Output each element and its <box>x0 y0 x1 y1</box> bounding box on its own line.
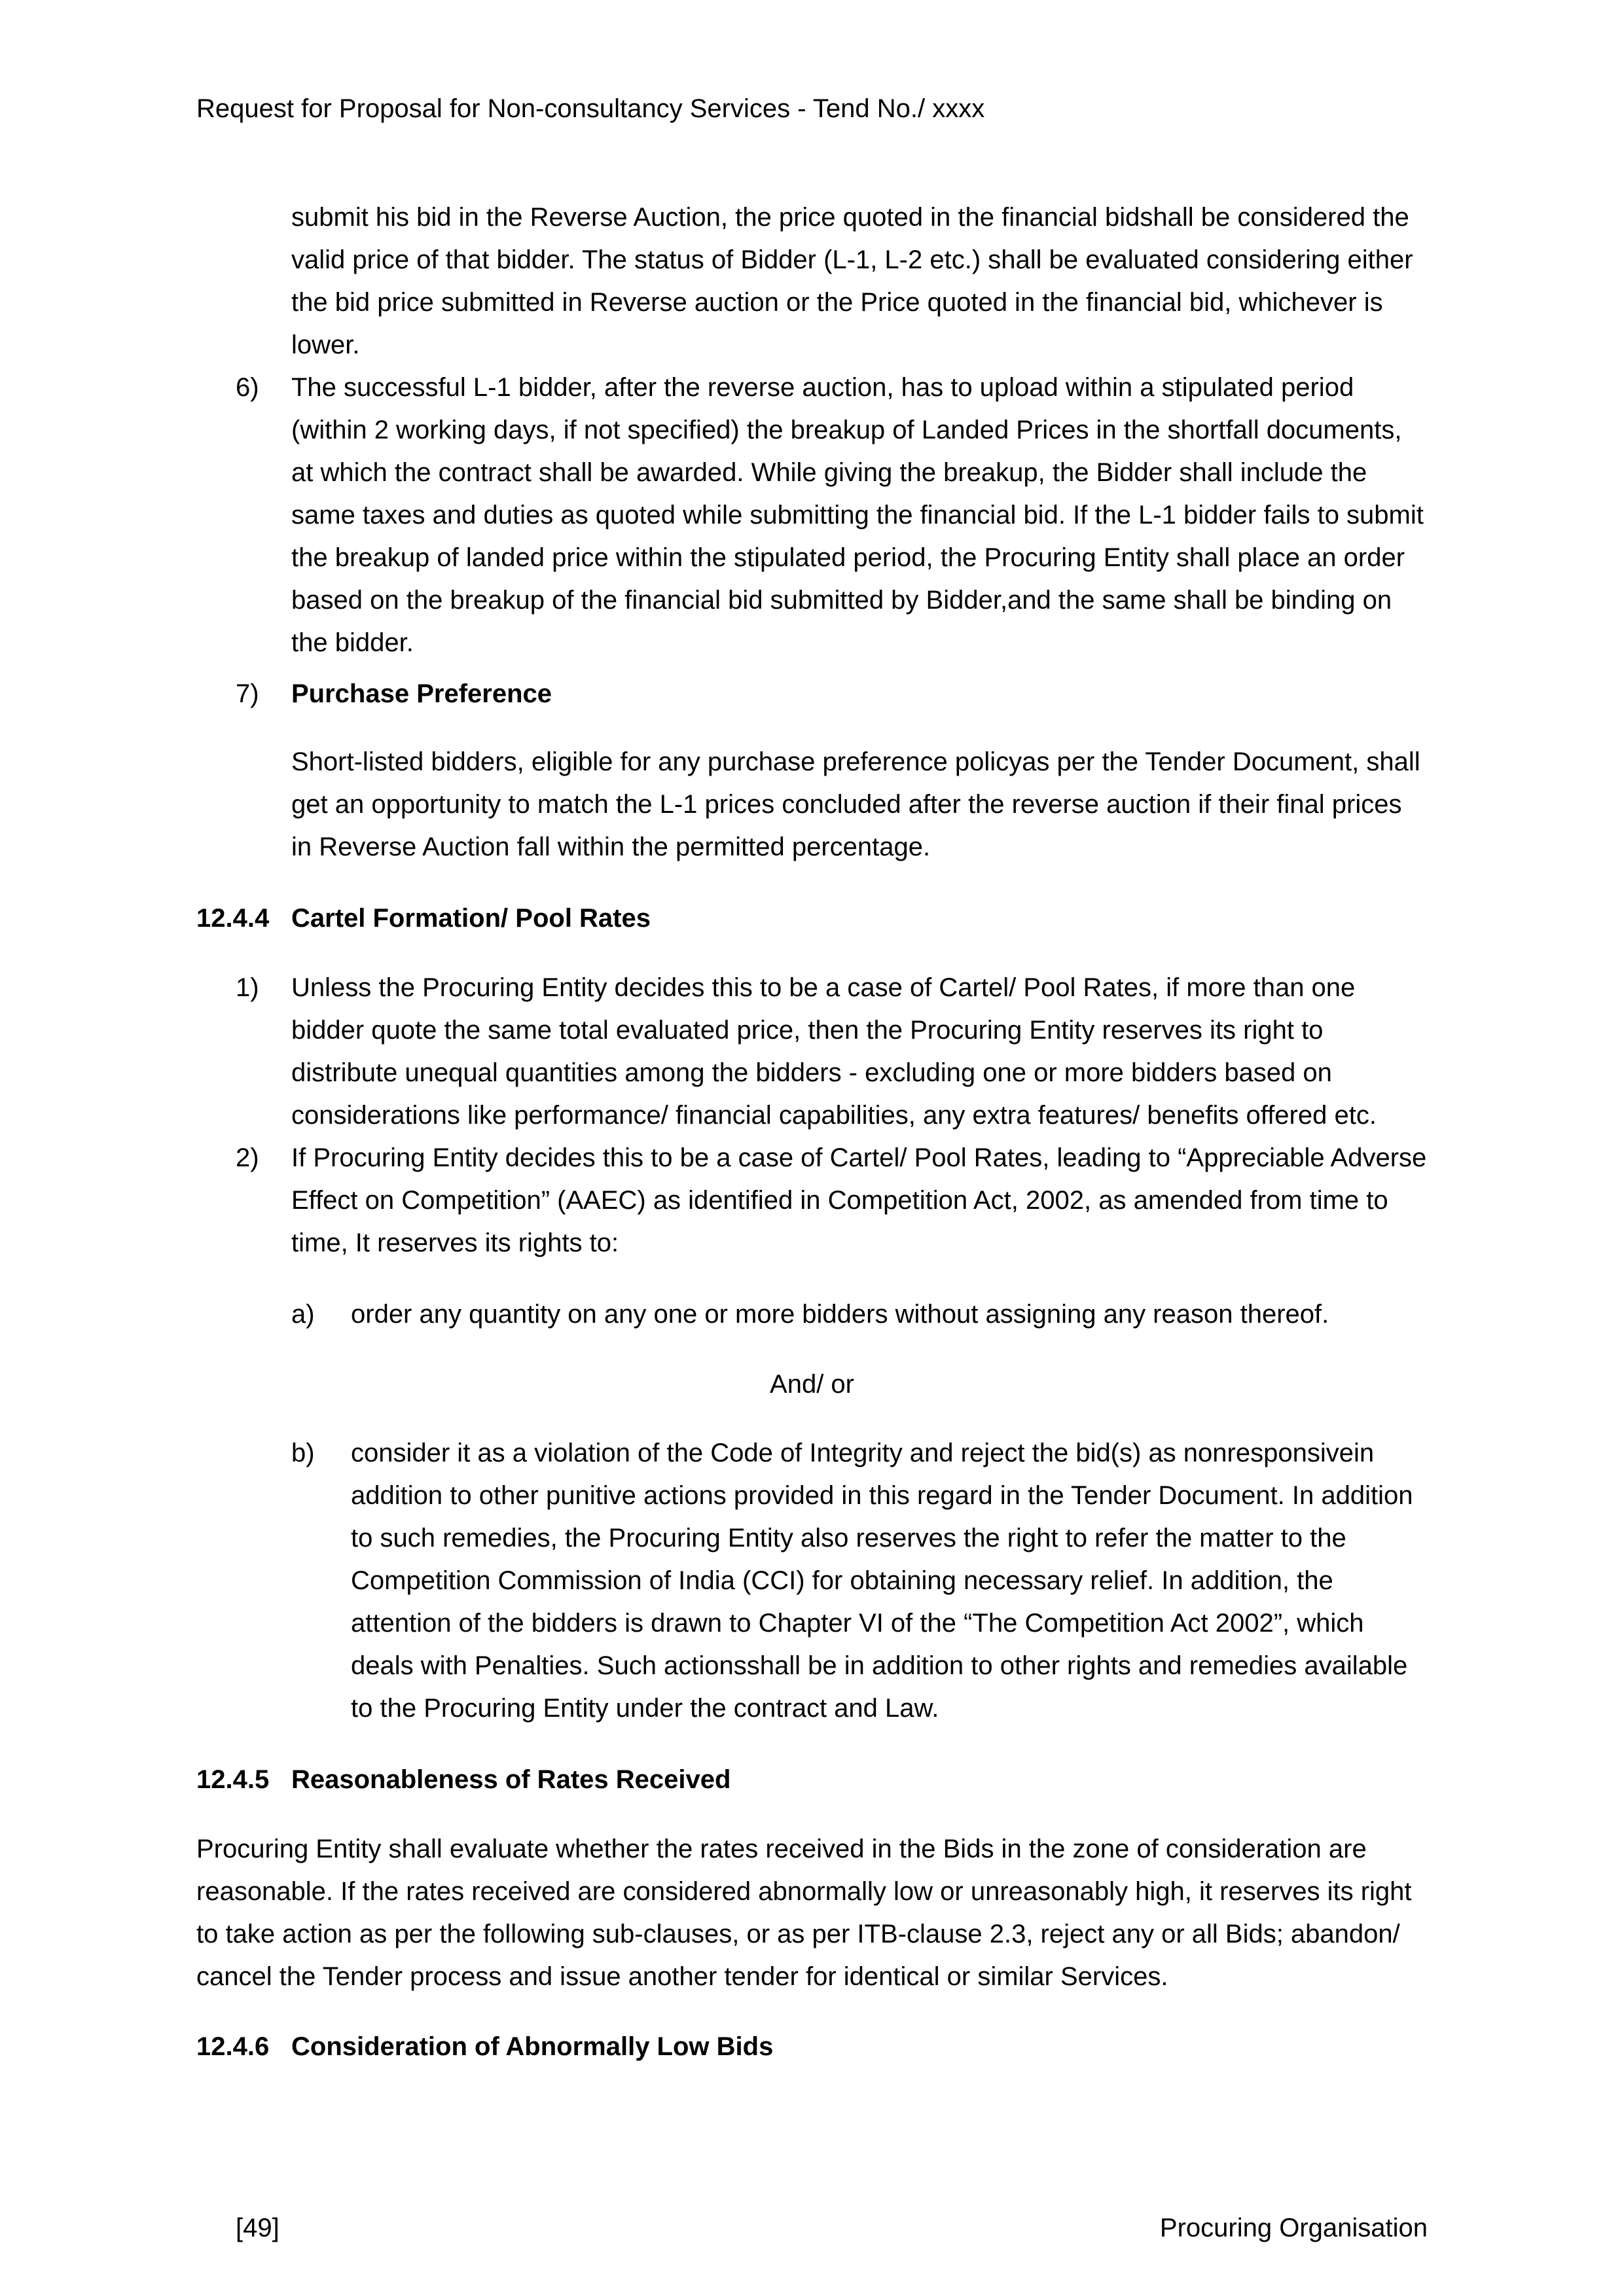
item-text: Unless the Procuring Entity decides this to be a case of Cartel/ Pool Rates, if more than one bidder quote the same total evaluated price, then the Procuring Entity reserves its right to distribute unequal quantities among the bidders - excluding one or more bidders based on considerations like performance/ financial capabilities, any extra features/ benefits offered etc. <box>291 973 1377 1130</box>
item-number: 1) <box>236 973 259 1002</box>
footer-organisation-text: Procuring Organisation <box>1159 2214 1428 2242</box>
reasonableness-paragraph: Procuring Entity shall evaluate whether the rates received in the Bids in the zone of consideration are reasonable. If the rates received are considered abnormally low or unreasonably high, it reserves its right to take action as per the following sub-clauses, or as per ITB-clause 2.3, reject any or all Bids; abandon/ cancel the Tender process and issue another tender for identical or similar Services. <box>196 1835 1412 1991</box>
list-item-7 <box>196 673 1428 715</box>
item-text: If Procuring Entity decides this to be a case of Cartel/ Pool Rates, leading to “Appreciable Adverse Effect on Competition” (AAEC) as identified in Competition Act, 2002, as amended from time to time, It reserves its rights to: <box>291 1143 1427 1257</box>
sub-item-a <box>196 1293 1428 1336</box>
section-title: Reasonableness of Rates Received <box>291 1765 731 1794</box>
item-number: 6) <box>236 373 259 402</box>
section-heading-12-4-6 <box>196 2026 1428 2068</box>
item-letter: b) <box>291 1439 315 1467</box>
section-title: Consideration of Abnormally Low Bids <box>291 2032 774 2061</box>
item-text: The successful L-1 bidder, after the reverse auction, has to upload within a stipulated period (within 2 working days, if not specified) the breakup of Landed Prices in the shortfall documents, at which the contract shall be awarded. While giving the breakup, the Bidder shall include the same taxes and duties as quoted while submitting the financial bid. If the L-1 bidder fails to submit the breakup of landed price within the stipulated period, the Procuring Entity shall place an order based on the breakup of the financial bid submitted by Bidder,and the same shall be binding on the bidder. <box>291 373 1424 657</box>
section-title: Cartel Formation/ Pool Rates <box>291 904 651 933</box>
item-text: consider it as a violation of the Code of Integrity and reject the bid(s) as nonresponsivein addition to other punitive actions provided in this regard in the Tender Document. In addition to such remedies, the Procuring Entity also reserves the right to refer the matter to the Competition Commission of India (CCI) for obtaining necessary relief. In addition, the attention of the bidders is drawn to Chapter VI of the “The Competition Act 2002”, which deals with Penalties. Such actionsshall be in addition to other rights and remedies available to the Procuring Entity under the contract and Law. <box>351 1439 1413 1723</box>
section-number: 12.4.5 <box>196 1765 270 1794</box>
item-number: 7) <box>236 679 259 708</box>
purchase-preference-paragraph: Short-listed bidders, eligible for any purchase preference policyas per the Tender Document, shall get an opportunity to match the L-1 prices concluded after the reverse auction if their final prices in Reverse Auction fall within the permitted percentage. <box>291 747 1420 861</box>
list-item-1 <box>196 967 1428 1137</box>
item-text: order any quantity on any one or more bidders without assigning any reason thereof. <box>351 1300 1329 1329</box>
item-number: 2) <box>236 1143 259 1172</box>
intro-paragraph: submit his bid in the Reverse Auction, the price quoted in the financial bidshall be considered the valid price of that bidder. The status of Bidder (L-1, L-2 etc.) shall be evaluated considering either the bid price submitted in Reverse auction or the Price quoted in the financial bid, whichever is lower. <box>291 203 1413 359</box>
section-heading-12-4-4 <box>196 897 1428 940</box>
list-item-2 <box>196 1137 1428 1265</box>
section-heading-12-4-5 <box>196 1759 1428 1801</box>
section-number: 12.4.4 <box>196 904 270 933</box>
page-footer <box>196 2207 1428 2250</box>
page-header: Request for Proposal for Non-consultancy Services - Tend No./ xxxx <box>196 94 985 123</box>
page-number: [49] <box>236 2214 280 2242</box>
item-letter: a) <box>291 1300 315 1329</box>
section-number: 12.4.6 <box>196 2032 270 2061</box>
list-item-6 <box>196 367 1428 664</box>
sub-item-b <box>196 1432 1428 1730</box>
item-title: Purchase Preference <box>291 679 552 708</box>
and-or-connector: And/ or <box>770 1370 854 1399</box>
